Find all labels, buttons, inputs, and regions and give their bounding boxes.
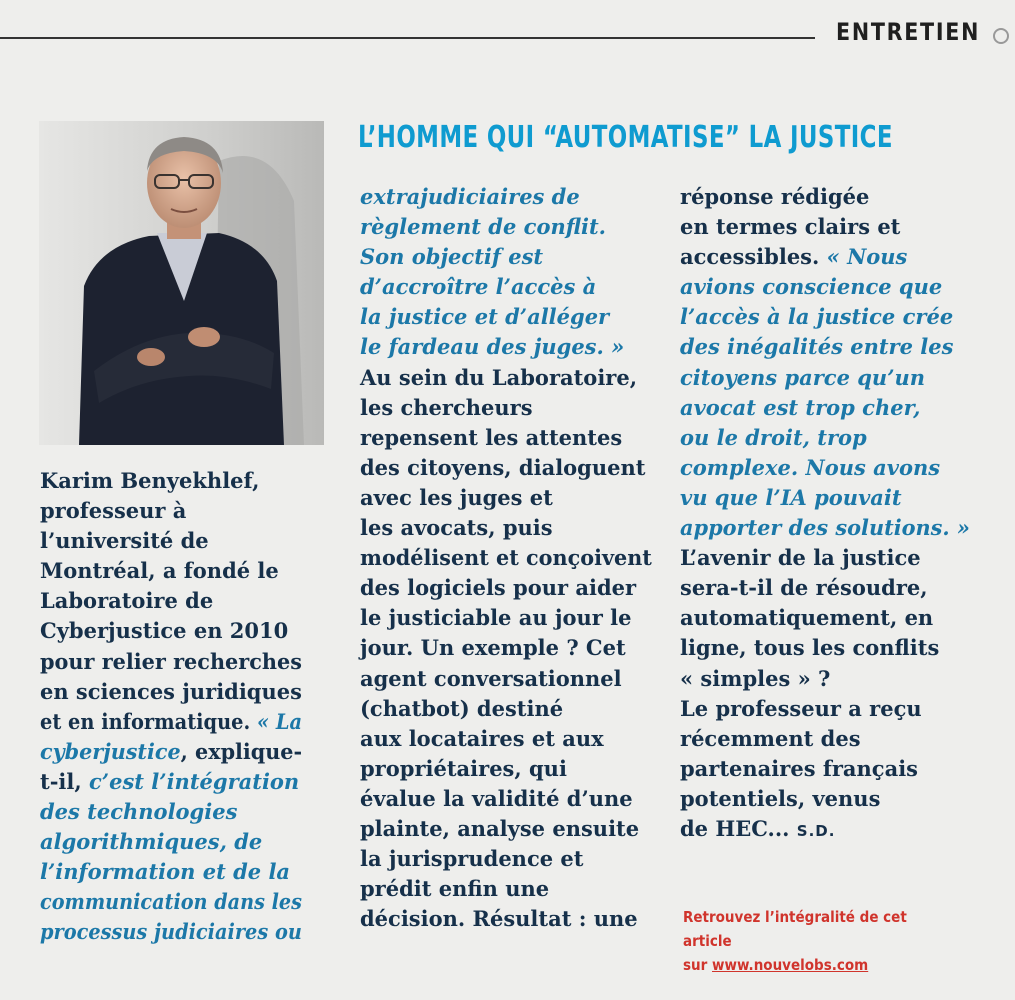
text-line xyxy=(680,242,972,272)
text-line xyxy=(360,543,652,573)
quote-text: processus judiciaires ou xyxy=(40,919,302,945)
text-line xyxy=(360,423,655,453)
text-line xyxy=(360,212,655,242)
portrait-photo xyxy=(39,121,324,445)
quote-text: d’accroître l’accès à xyxy=(360,274,597,300)
text-line xyxy=(680,182,972,212)
quote-text: des technologies xyxy=(40,799,238,825)
quote-text: des inégalités entre les xyxy=(680,334,954,360)
body-text: des logiciels pour aider xyxy=(360,575,637,601)
body-text: récemment des xyxy=(680,725,861,751)
body-text: le justiciable au jour le xyxy=(360,605,632,631)
article-headline: L’HOMME QUI “AUTOMATISE” LA JUSTICE xyxy=(358,120,893,155)
text-line xyxy=(360,393,655,423)
text-line xyxy=(40,827,326,857)
text-line xyxy=(40,496,326,526)
text-line xyxy=(360,633,655,663)
quote-text: algorithmiques, de xyxy=(40,829,263,855)
body-text: professeur à xyxy=(40,498,187,524)
body-text: , explique- xyxy=(180,738,303,764)
body-text: en termes clairs et xyxy=(680,214,901,240)
body-text: propriétaires, qui xyxy=(360,755,567,781)
text-line xyxy=(680,754,972,784)
text-line xyxy=(40,707,304,737)
text-line xyxy=(680,393,972,423)
text-line xyxy=(680,814,972,844)
text-line xyxy=(360,844,655,874)
text-line xyxy=(360,784,655,814)
quote-text: vu que l’IA pouvait xyxy=(680,484,902,510)
text-line xyxy=(680,513,970,543)
text-line xyxy=(360,724,655,754)
quote-text: citoyens parce qu’un xyxy=(680,364,926,390)
body-text: L’avenir de la justice xyxy=(680,545,921,571)
body-text: partenaires français xyxy=(680,755,918,781)
body-text: les avocats, puis xyxy=(360,515,553,541)
text-line xyxy=(360,272,655,302)
body-text: la jurisprudence et xyxy=(360,846,584,872)
author-initials: S.D. xyxy=(796,821,836,840)
quote-text: l’accès à la justice crée xyxy=(680,304,954,330)
article-column-3 xyxy=(680,182,972,844)
text-line xyxy=(360,664,655,694)
quote-text: complexe. Nous avons xyxy=(680,454,941,480)
body-text: ligne, tous les conflits xyxy=(680,635,940,661)
text-line xyxy=(360,302,655,332)
text-line xyxy=(360,453,655,483)
text-line xyxy=(680,784,972,814)
portrait-illustration xyxy=(39,121,324,445)
body-text: agent conversationnel xyxy=(360,665,622,691)
text-line xyxy=(680,272,972,302)
quote-text: extrajudiciaires de xyxy=(360,184,580,209)
body-text: de HEC... xyxy=(680,815,797,841)
body-text: décision. Résultat : une xyxy=(360,906,638,932)
text-line xyxy=(40,586,326,616)
body-text: potentiels, venus xyxy=(680,785,881,811)
body-text: modélisent et conçoivent xyxy=(360,545,652,571)
text-line xyxy=(360,573,655,603)
quote-text: c’est l’intégration xyxy=(89,768,300,794)
body-text: (chatbot) destiné xyxy=(360,695,564,721)
body-text: et en informatique. xyxy=(40,708,258,734)
text-line xyxy=(360,242,655,272)
quote-text: avocat est trop cher, xyxy=(680,394,921,420)
text-line xyxy=(40,857,326,887)
quote-text: communication dans les xyxy=(40,889,302,915)
body-text: jour. Un exemple ? Cet xyxy=(360,635,626,661)
text-line xyxy=(360,904,655,934)
body-text: avec les juges et xyxy=(360,484,553,510)
text-line xyxy=(40,677,326,707)
body-text: l’université de xyxy=(40,528,209,554)
body-text: réponse rédigée xyxy=(680,184,870,209)
text-line xyxy=(40,797,326,827)
text-line xyxy=(680,573,972,603)
body-text: plainte, analyse ensuite xyxy=(360,815,640,841)
text-line xyxy=(680,212,972,242)
quote-text: ou le droit, trop xyxy=(680,424,867,450)
body-text: « simples » ? xyxy=(680,665,831,691)
body-text: sera-t-il de résoudre, xyxy=(680,575,928,601)
page-corner-mark xyxy=(993,28,1009,44)
body-text: des citoyens, dialoguent xyxy=(360,454,646,480)
text-line xyxy=(680,302,972,332)
text-line xyxy=(680,332,972,362)
text-line xyxy=(40,526,326,556)
text-line xyxy=(40,887,302,917)
body-text: les chercheurs xyxy=(360,394,533,420)
text-line xyxy=(360,182,655,212)
body-text: repensent les attentes xyxy=(360,424,623,450)
quote-text: la justice et d’alléger xyxy=(360,304,610,330)
text-line xyxy=(360,363,655,393)
body-text: Montréal, a fondé le xyxy=(40,558,279,584)
text-line xyxy=(680,694,972,724)
body-text: évalue la validité d’une xyxy=(360,785,633,811)
text-line xyxy=(680,724,972,754)
text-line xyxy=(360,814,655,844)
body-text: automatiquement, en xyxy=(680,605,934,631)
body-text: Le professeur a reçu xyxy=(680,695,922,721)
text-line xyxy=(40,767,326,797)
quote-text: Son objectif est xyxy=(360,244,544,270)
text-line xyxy=(360,694,655,724)
body-text: prédit enfin une xyxy=(360,876,550,902)
body-text: Au sein du Laboratoire, xyxy=(360,364,638,390)
text-line xyxy=(680,453,972,483)
nouvelobs-link[interactable]: www.nouvelobs.com xyxy=(712,956,869,974)
text-line xyxy=(40,466,326,496)
text-line xyxy=(360,874,655,904)
text-line xyxy=(360,332,655,362)
body-text: accessibles. xyxy=(680,244,827,270)
quote-text: le fardeau des juges. » xyxy=(360,334,625,360)
quote-text: avions conscience que xyxy=(680,274,943,300)
text-line xyxy=(360,513,655,543)
body-text: en sciences juridiques xyxy=(40,678,302,704)
article-column-1 xyxy=(40,466,326,948)
body-text: t-il, xyxy=(40,768,89,794)
text-line xyxy=(40,556,326,586)
article-column-2 xyxy=(360,182,655,934)
quote-text: l’information et de la xyxy=(40,859,291,885)
text-line xyxy=(40,737,322,767)
promo-text: Retrouvez l’intégralité de cet article xyxy=(683,908,907,950)
text-line xyxy=(40,917,303,947)
text-line xyxy=(360,754,655,784)
body-text: Karim Benyekhlef, xyxy=(40,468,260,493)
text-line xyxy=(360,603,655,633)
text-line xyxy=(680,543,972,573)
text-line xyxy=(680,633,972,663)
text-line xyxy=(680,603,972,633)
text-line xyxy=(680,664,972,694)
text-line xyxy=(680,483,972,513)
text-line xyxy=(680,363,972,393)
promo-link-line xyxy=(683,953,953,977)
header-rule xyxy=(0,37,815,39)
promo-box xyxy=(683,905,953,977)
quote-text: règlement de conflit. xyxy=(360,214,606,240)
text-line xyxy=(360,483,655,513)
quote-text: apporter des solutions. » xyxy=(680,515,970,541)
body-text: Cyberjustice en 2010 xyxy=(40,618,289,644)
quote-text: cyberjustice xyxy=(40,738,181,764)
body-text: Laboratoire de xyxy=(40,588,214,614)
body-text: pour relier recherches xyxy=(40,648,302,674)
section-label: ENTRETIEN xyxy=(836,18,981,46)
quote-text: « Nous xyxy=(826,244,908,270)
text-line xyxy=(680,423,972,453)
body-text: aux locataires et aux xyxy=(360,725,604,751)
text-line xyxy=(40,616,326,646)
promo-prefix: sur xyxy=(683,956,713,974)
quote-text: « La xyxy=(257,708,303,734)
text-line xyxy=(40,647,323,677)
